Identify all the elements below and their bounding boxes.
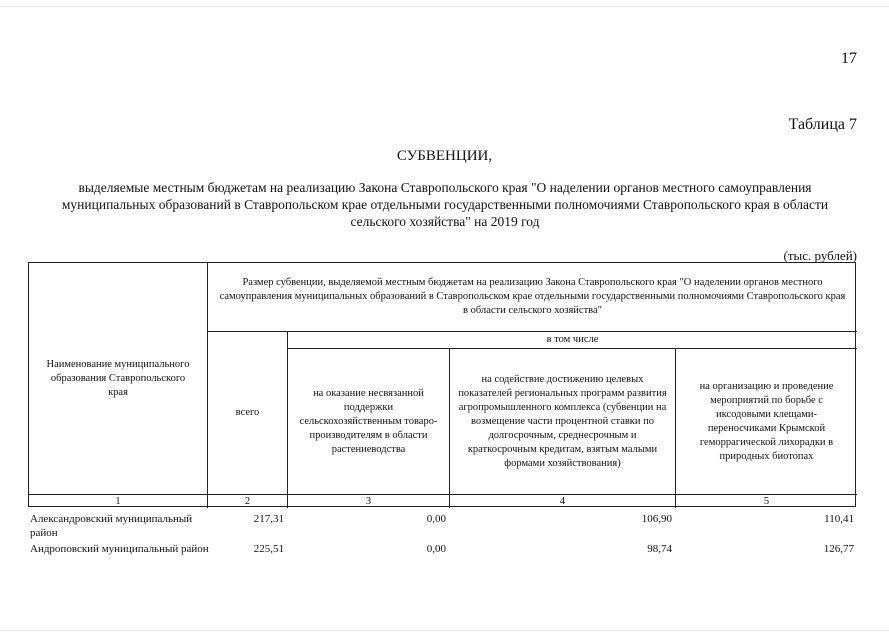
- municipality-name: Александровский муниципальный район: [30, 513, 193, 539]
- total-value: 225,51: [253, 543, 284, 555]
- table-header: [28, 262, 856, 507]
- document-title: СУБВЕНЦИИ,: [396, 148, 493, 164]
- crop-support-value: 0,00: [426, 513, 446, 525]
- column-number: 5: [763, 495, 770, 507]
- table-body: [28, 510, 856, 570]
- header-sub3: на организацию и проведение мероприятий по борьбе с иксодовыми клещами-переносчиками Крымской геморрагической лихорадки в природных биотопах: [699, 380, 834, 462]
- header-municipality-name: Наименование муниципального образования Ставропольского края: [46, 358, 190, 398]
- agro-credit-value: 98,74: [647, 543, 672, 555]
- column-number: 2: [244, 495, 251, 507]
- tick-control-value: 126,77: [823, 543, 854, 555]
- page-number: 17: [841, 50, 857, 67]
- tick-control-value: 110,41: [824, 513, 854, 525]
- header-including: в том числе: [546, 334, 599, 345]
- scan-edge-top: [0, 6, 889, 7]
- subtitle-line: выделяемые местным бюджетам на реализацию Закона Ставропольского края "О наделении органов местного самоуправления: [78, 180, 812, 195]
- column-number: 1: [115, 495, 121, 507]
- header-total: всего: [235, 407, 260, 418]
- column-number: 3: [365, 495, 372, 507]
- header-sub2: на содействие достижению целевых показателей региональных программ развития агропромышленного комплекса (субвенции на возмещение части процентной ставки по долгосрочным, среднесрочным и краткосрочным кредитам, взятым малыми формами хозяйствования): [458, 373, 667, 469]
- subtitle-line: муниципальных образований в Ставропольском крае отдельными государственными полномочиями Ставропольского края в области: [61, 197, 829, 212]
- units-label: (тыс. рублей): [783, 248, 857, 263]
- agro-credit-value: 106,90: [641, 513, 672, 525]
- scan-edge-bottom: [0, 630, 889, 631]
- table-number: Таблица 7: [788, 116, 857, 133]
- subtitle-line: сельского хозяйства" на 2019 год: [350, 214, 540, 229]
- header-sub1: на оказание несвязанной поддержки сельскохозяйственным товаро-производителям в области растениеводства: [299, 387, 438, 455]
- crop-support-value: 0,00: [426, 543, 446, 555]
- column-number: 4: [559, 495, 566, 507]
- municipality-name: Андроповский муниципальный район: [30, 543, 209, 555]
- document-subtitle: [40, 179, 850, 230]
- total-value: 217,31: [253, 513, 284, 525]
- table-row: [28, 540, 856, 570]
- table-row: [28, 510, 856, 540]
- header-group-title: Размер субвенции, выделяемой местным бюджетам на реализацию Закона Ставропольского края "О наделении органов местного самоуправления муниципальных образований в Ставропольском крае отдельными государственными полномочиями Ставропольского края в области сельского хозяйства": [219, 277, 846, 316]
